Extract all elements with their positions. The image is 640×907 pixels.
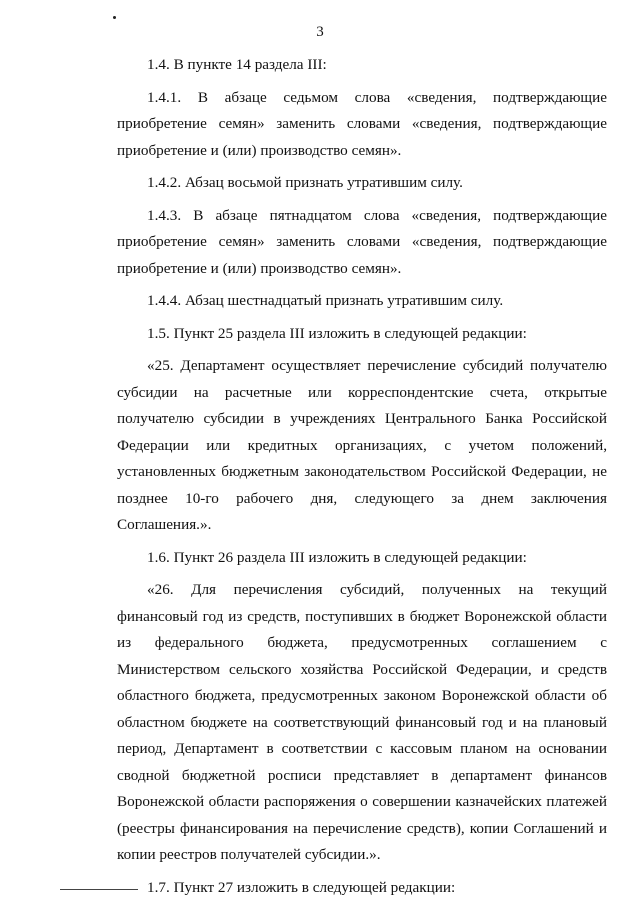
document-body [117, 52, 607, 907]
paragraph: 1.4.1. В абзаце седьмом слова «сведения, подтверждающие приобретение семян» заменить словами «сведения, подтверждающие приобретение и (или) производство семян». [117, 88, 607, 159]
footnote-divider [60, 889, 138, 890]
paragraph: 1.4.4. Абзац шестнадцатый признать утратившим силу. [147, 292, 504, 309]
paragraph: 1.6. Пункт 26 раздела III изложить в следующей редакции: [147, 548, 527, 566]
paragraph: 1.5. Пункт 25 раздела III изложить в следующей редакции: [147, 324, 527, 342]
paragraph: «25. Департамент осуществляет перечисление субсидий получателю субсидии на расчетные или корреспондентские счета, открытые получателю субсидии в учреждениях Центрального Банка Российской Федерации или кредитных организациях, с учетом положений, установленных бюджетным законодательством Российской Федерации, не позднее 10-го рабочего дня, следующего за днем заключения Соглашения.». [117, 357, 607, 533]
paragraph: «26. Для перечисления субсидий, полученных на текущий финансовый год из средств, поступивших в бюджет Воронежской области из федерального бюджета, предусмотренных соглашением с Министерством сельского хозяйства Российской Федерации, и средств областного бюджета, предусмотренных законом Воронежской области об областном бюджете на соответствующий финансовый год и на плановый период, Департамент в соответствии с кассовым планом на основании сводной бюджетной росписи представляет в департамент финансов Воронежской области распоряжения о совершении казначейских платежей (реестры финансирования на перечисление средств), копии Соглашений и копии реестров получателей субсидии.». [117, 581, 607, 863]
paragraph: 1.4.3. В абзаце пятнадцатом слова «сведения, подтверждающие приобретение семян» заменить словами «сведения, подтверждающие приобретение и (или) производство семян». [117, 206, 607, 277]
paragraph: 1.7. Пункт 27 изложить в следующей редакции: [147, 878, 456, 896]
scan-dot [113, 16, 116, 19]
paragraph: 1.4.2. Абзац восьмой признать утратившим силу. [147, 174, 463, 191]
paragraph: 1.4. В пункте 14 раздела III: [147, 56, 327, 73]
page-number: 3 [316, 24, 324, 40]
